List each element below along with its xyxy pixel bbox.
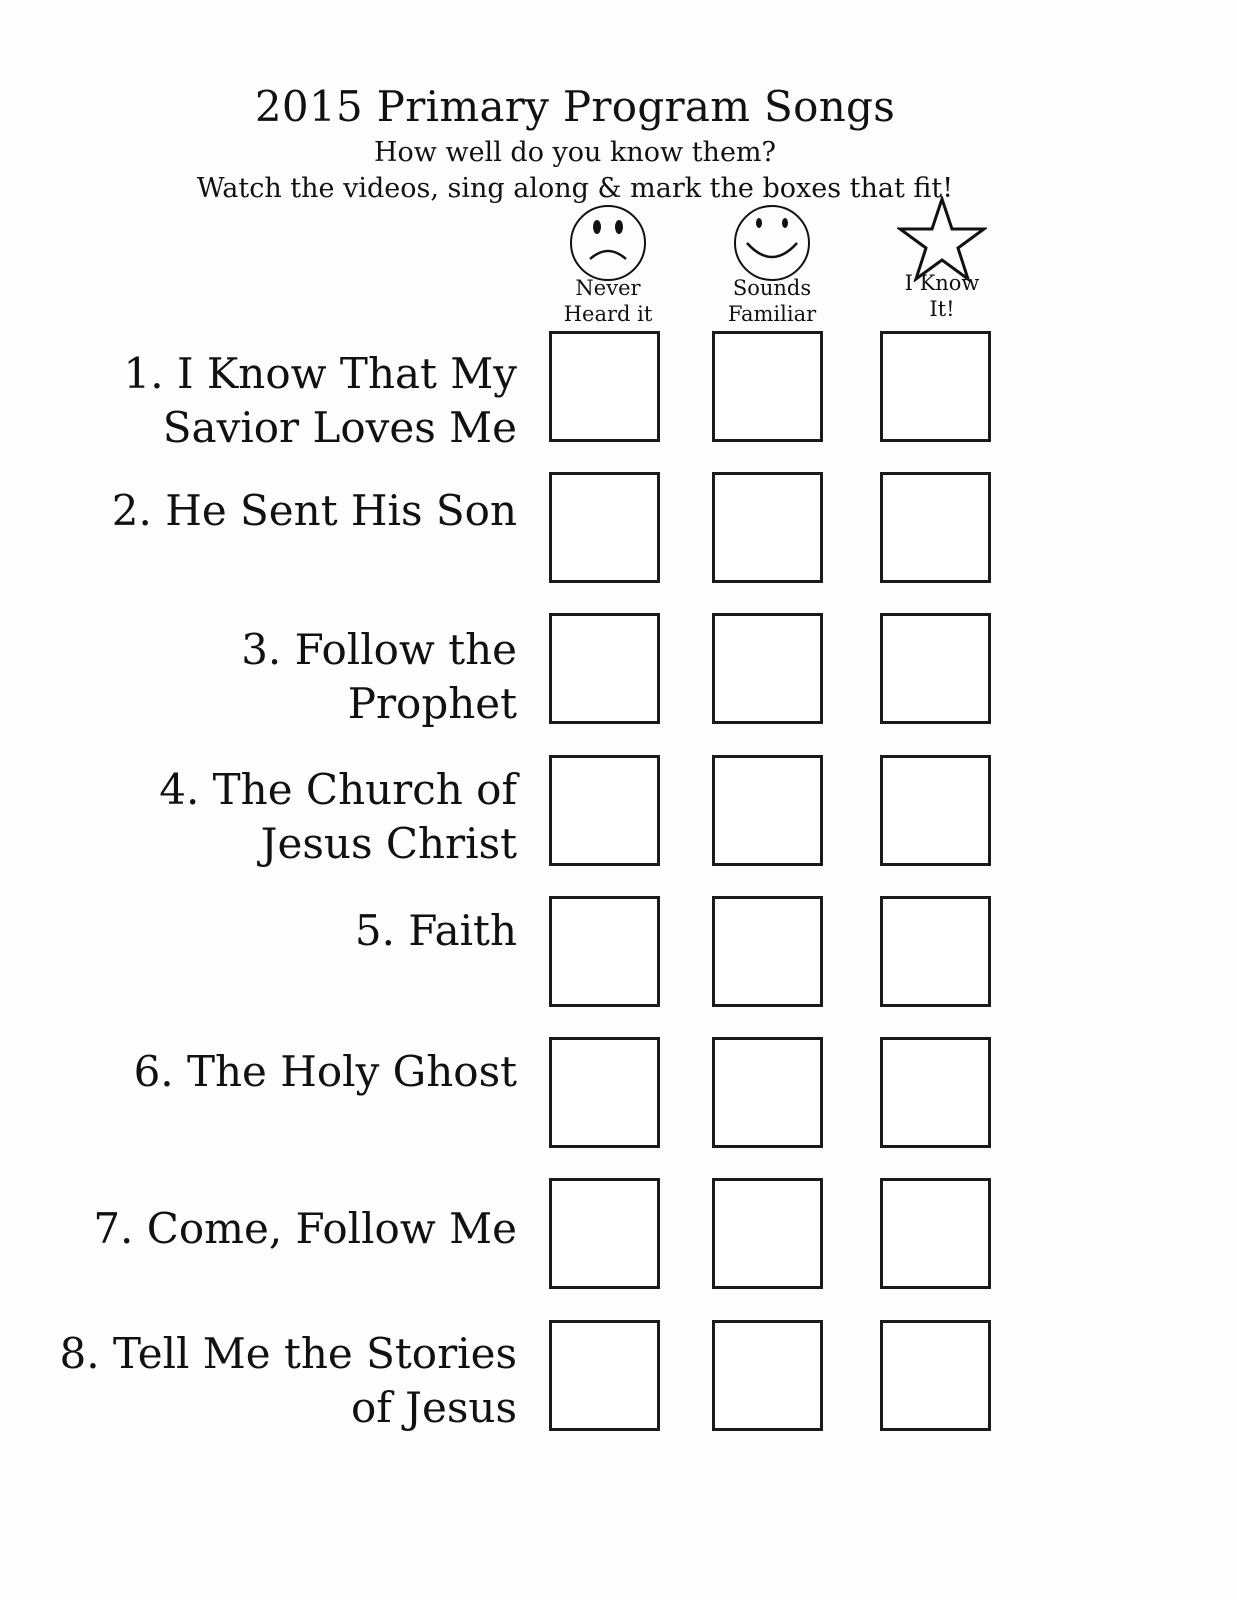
song-label-6: 6. The Holy Ghost bbox=[133, 1047, 517, 1096]
checkbox-song6-i-know-it[interactable] bbox=[880, 1037, 991, 1148]
checkbox-song7-never-heard[interactable] bbox=[549, 1178, 660, 1289]
checkbox-song1-sounds-familiar[interactable] bbox=[712, 331, 823, 442]
column-label-sounds-familiar: Sounds Familiar bbox=[727, 276, 817, 326]
subtitle-instructions: Watch the videos, sing along & mark the boxes that fit! bbox=[196, 173, 954, 204]
checkbox-song8-never-heard[interactable] bbox=[549, 1320, 660, 1431]
checkbox-song5-never-heard[interactable] bbox=[549, 896, 660, 1007]
column-label-never-heard: Never Heard it bbox=[563, 276, 653, 326]
song-label-3: 3. Follow the Prophet bbox=[241, 625, 517, 728]
checkbox-song1-never-heard[interactable] bbox=[549, 331, 660, 442]
checkbox-song6-never-heard[interactable] bbox=[549, 1037, 660, 1148]
sad-face-icon bbox=[568, 203, 648, 283]
checkbox-song6-sounds-familiar[interactable] bbox=[712, 1037, 823, 1148]
checkbox-song5-i-know-it[interactable] bbox=[880, 896, 991, 1007]
checkbox-song4-never-heard[interactable] bbox=[549, 755, 660, 866]
checkbox-song3-never-heard[interactable] bbox=[549, 613, 660, 724]
column-header-i-know-it bbox=[862, 196, 1022, 322]
checkbox-song5-sounds-familiar[interactable] bbox=[712, 896, 823, 1007]
checkbox-song3-i-know-it[interactable] bbox=[880, 613, 991, 724]
song-label-7: 7. Come, Follow Me bbox=[93, 1204, 517, 1253]
song-label-2: 2. He Sent His Son bbox=[111, 486, 517, 535]
checkbox-song8-sounds-familiar[interactable] bbox=[712, 1320, 823, 1431]
checkbox-song3-sounds-familiar[interactable] bbox=[712, 613, 823, 724]
page-title: 2015 Primary Program Songs bbox=[254, 82, 896, 131]
checkbox-song4-i-know-it[interactable] bbox=[880, 755, 991, 866]
checkbox-song7-sounds-familiar[interactable] bbox=[712, 1178, 823, 1289]
song-label-5: 5. Faith bbox=[354, 906, 517, 955]
checkbox-song8-i-know-it[interactable] bbox=[880, 1320, 991, 1431]
checkbox-song2-never-heard[interactable] bbox=[549, 472, 660, 583]
checkbox-song2-sounds-familiar[interactable] bbox=[712, 472, 823, 583]
checkbox-song1-i-know-it[interactable] bbox=[880, 331, 991, 442]
column-header-sounds-familiar bbox=[692, 203, 852, 327]
happy-face-icon bbox=[732, 203, 812, 283]
song-label-4: 4. The Church of Jesus Christ bbox=[159, 765, 517, 868]
checkbox-song4-sounds-familiar[interactable] bbox=[712, 755, 823, 866]
column-label-i-know-it: I Know It! bbox=[904, 271, 980, 321]
checkbox-song7-i-know-it[interactable] bbox=[880, 1178, 991, 1289]
checkbox-song2-i-know-it[interactable] bbox=[880, 472, 991, 583]
column-header-never-heard bbox=[528, 203, 688, 327]
subtitle-question: How well do you know them? bbox=[373, 137, 777, 168]
song-label-8: 8. Tell Me the Stories of Jesus bbox=[59, 1329, 517, 1432]
song-label-1: 1. I Know That My Savior Loves Me bbox=[123, 349, 517, 452]
